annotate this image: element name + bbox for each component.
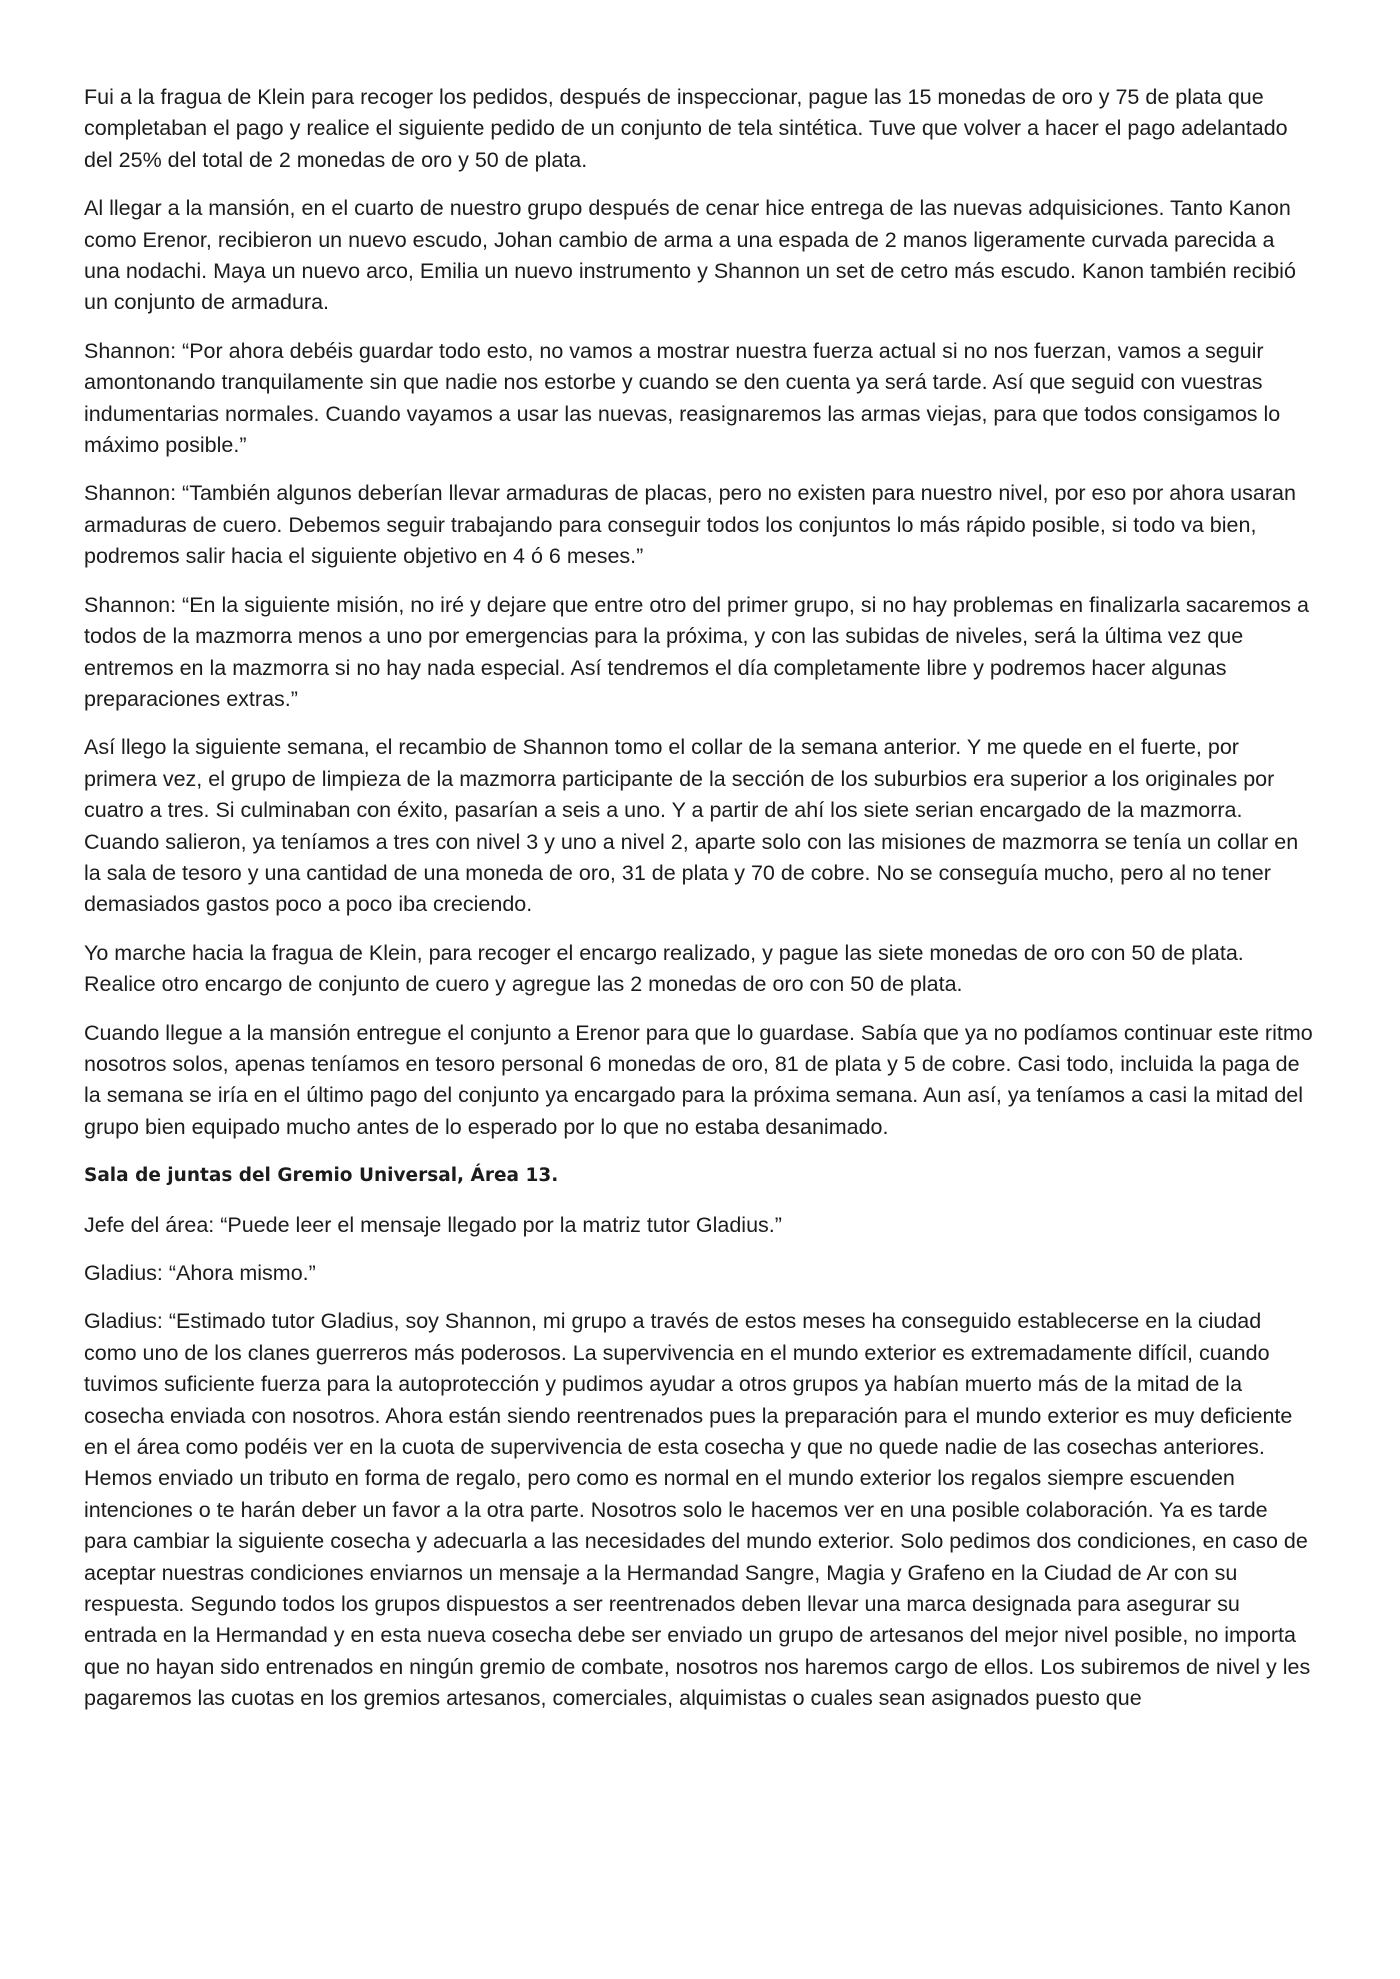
paragraph: Yo marche hacia la fragua de Klein, para recoger el encargo realizado, y pague las siete monedas de oro con 50 de plata. Realice otro encargo de conjunto de cuero y agregue las 2 monedas de oro con 50 de plata. bbox=[84, 940, 1244, 997]
paragraph: Gladius: “Estimado tutor Gladius, soy Shannon, mi grupo a través de estos meses ha conseguido establecerse en la ciudad como uno de los clanes guerreros más poderosos. La supervivencia en el mundo exterior es extremadamente difícil, cuando tuvimos suficiente fuerza para la autoprotección y pudimos ayudar a otros grupos ya habían muerto más de la mitad de la cosecha enviada con nosotros. Ahora están siendo reentrenados pues la preparación para el mundo exterior es muy deficiente en el área como podéis ver en la cuota de supervivencia de esta cosecha y que no quede nadie de las cosechas anteriores. Hemos enviado un tributo en forma de regalo, pero como es normal en el mundo exterior los regalos siempre escuenden intenciones o te harán deber un favor a la otra parte. Nosotros solo le hacemos ver en una posible colaboración. Ya es tarde para cambiar la siguiente cosecha y adecuarla a las necesidades del mundo exterior. Solo pedimos dos condiciones, en caso de aceptar nuestras condiciones enviarnos un mensaje a la Hermandad Sangre, Magia y Grafeno en la Ciudad de Ar con su respuesta. Segundo todos los grupos dispuestos a ser reentrenados deben llevar una marca designada para asegurar su entrada en la Hermandad y en esta nueva cosecha debe ser enviado un grupo de artesanos del mejor nivel posible, no importa que no hayan sido entrenados en ningún gremio de combate, nosotros nos haremos cargo de ellos. Los subiremos de nivel y les pagaremos las cuotas en los gremios artesanos, comerciales, alquimistas o cuales sean asignados puesto que bbox=[84, 1309, 1311, 1711]
paragraph: Jefe del área: “Puede leer el mensaje llegado por la matriz tutor Gladius.” bbox=[84, 1212, 782, 1237]
paragraph: Fui a la fragua de Klein para recoger los pedidos, después de inspeccionar, pague las 15 monedas de oro y 75 de plata que completaban el pago y realice el siguiente pedido de un conjunto de tela sintética. Tuve que volver a hacer el pago adelantado del 25% del total de 2 monedas de oro y 50 de plata. bbox=[84, 85, 1288, 172]
paragraph: Shannon: “También algunos deberían llevar armaduras de placas, pero no existen para nuestro nivel, por eso por ahora usaran armaduras de cuero. Debemos seguir trabajando para conseguir todos los conjuntos lo más rápido posible, si todo va bien, podremos salir hacia el siguiente objetivo en 4 ó 6 meses.” bbox=[84, 481, 1296, 569]
paragraph: Gladius: “Ahora mismo.” bbox=[84, 1261, 316, 1285]
paragraph: Shannon: “Por ahora debéis guardar todo esto, no vamos a mostrar nuestra fuerza actual si no nos fuerzan, vamos a seguir amontonando tranquilamente sin que nadie nos estorbe y cuando se den cuenta ya será tarde. Así que seguid con vuestras indumentarias normales. Cuando vayamos a usar las nuevas, reasignaremos las armas viejas, para que todos consigamos lo máximo posible.” bbox=[84, 338, 1281, 458]
paragraph: Al llegar a la mansión, en el cuarto de nuestro grupo después de cenar hice entrega de las nuevas adquisiciones. Tanto Kanon como Erenor, recibieron un nuevo escudo, Johan cambio de arma a una espada de 2 manos ligeramente curvada parecida a una nodachi. Maya un nuevo arco, Emilia un nuevo instrumento y Shannon un set de cetro más escudo. Kanon también recibió un conjunto de armadura. bbox=[84, 196, 1296, 315]
paragraph: Así llego la siguiente semana, el recambio de Shannon tomo el collar de la semana anterior. Y me quede en el fuerte, por primera vez, el grupo de limpieza de la mazmorra participante de la sección de los suburbios era superior a los originales por cuatro a tres. Si culminaban con éxito, pasarían a seis a uno. Y a partir de ahí los siete serian encargado de la mazmorra. Cuando salieron, ya teníamos a tres con nivel 3 y uno a nivel 2, aparte solo con las misiones de mazmorra se tenía un collar en la sala de tesoro y una cantidad de una moneda de oro, 31 de plata y 70 de cobre. No se conseguía mucho, pero al no tener demasiados gastos poco a poco iba creciendo. bbox=[84, 735, 1299, 917]
paragraph: Cuando llegue a la mansión entregue el conjunto a Erenor para que lo guardase. Sabía que ya no podíamos continuar este ritmo nosotros solos, apenas teníamos en tesoro personal 6 monedas de oro, 81 de plata y 5 de cobre. Casi todo, incluida la paga de la semana se iría en el último pago del conjunto ya encargado para la próxima semana. Aun así, ya teníamos a casi la mitad del grupo bien equipado mucho antes de lo esperado por lo que no estaba desanimado. bbox=[84, 1020, 1313, 1139]
section-heading: Sala de juntas del Gremio Universal, Área 13. bbox=[84, 1165, 559, 1187]
paragraph: Shannon: “En la siguiente misión, no iré y dejare que entre otro del primer grupo, si no hay problemas en finalizarla sacaremos a todos de la mazmorra menos a uno por emergencias para la próxima, y con las subidas de niveles, será la última vez que entremos en la mazmorra si no hay nada especial. Así tendremos el día completamente libre y podremos hacer algunas preparaciones extras.” bbox=[84, 592, 1309, 711]
document-page bbox=[84, 82, 1314, 1732]
